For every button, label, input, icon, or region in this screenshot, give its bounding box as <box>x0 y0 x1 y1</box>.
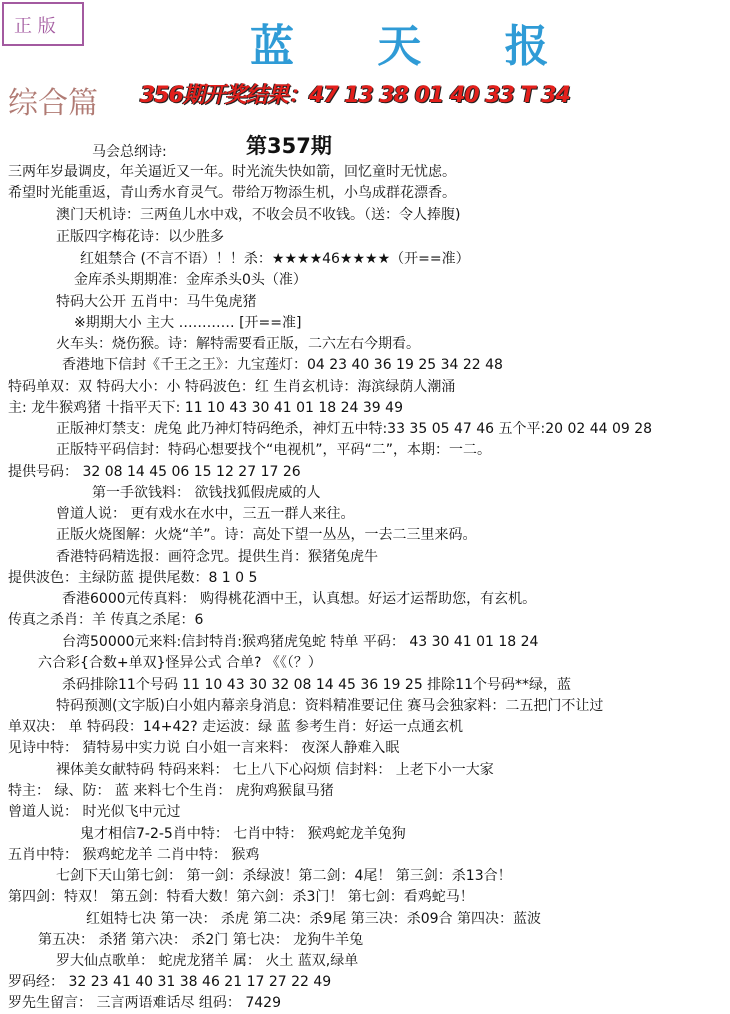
text-line: 香港地下信封《千王之王》：九宝莲灯：04 23 40 36 19 25 34 22 48 <box>62 357 503 373</box>
text-line: 希望时光能重返，青山秀水育灵气。带给万物添生机，小鸟成群花漂香。 <box>8 185 456 201</box>
text-line: 正版火烧图解：火烧“羊”。诗：高处下望一丛丛，一去二三里来码。 <box>56 527 477 543</box>
text-line: 提供号码： 32 08 14 45 06 15 12 27 17 26 <box>8 464 301 480</box>
text-line: ※期期大小 主大 ………… [开==准] <box>74 315 302 331</box>
text-line: 火车头：烧伤猴。诗：解特需要看正版，二六左右今期看。 <box>56 336 420 352</box>
newspaper-title: 蓝 天 报 <box>250 21 583 72</box>
text-line: 第五决： 杀猪 第六决： 杀2门 第七决： 龙狗牛羊兔 <box>38 932 364 948</box>
issue-number: 第357期 <box>246 134 332 158</box>
text-line: 特码预测(文字版)白小姐内幕亲身消息：资料精准要记住 赛马会独家料：二五把门不让过 <box>56 698 604 714</box>
text-line: 传真之杀肖：羊 传真之杀尾：6 <box>8 612 204 628</box>
text-line: 正版神灯禁支：虎兔 此乃神灯特码绝杀，神灯五中特:33 35 05 47 46 五个平:20 02 44 09 28 <box>56 421 653 437</box>
text-line: 香港6000元传真料： 购得桃花酒中王，认真想。好运才运帮助您，有玄机。 <box>62 591 537 607</box>
text-line: 正版特平码信封：特码心想要找个“电视机”，平码“二”，本期：一二。 <box>56 442 492 458</box>
text-line: 特码大公开 五肖中：马牛兔虎猪 <box>56 294 257 310</box>
draw-result-headline: 356期开奖结果：47 13 38 01 40 33 T 34 <box>140 83 570 108</box>
text-line: 特主： 绿、防： 蓝 来料七个生肖： 虎狗鸡猴鼠马猪 <box>8 783 334 799</box>
text-line: 裸体美女献特码 特码来料： 七上八下心闷烦 信封料： 上老下小一大家 <box>56 762 494 778</box>
text-line: 曾道人说： 更有戏水在水中，三五一群人来往。 <box>56 506 355 522</box>
text-line: 红姐禁合 (不言不语）！！杀：★★★★46★★★★（开==准） <box>80 251 470 267</box>
text-line: 罗码经： 32 23 41 40 31 38 46 21 17 27 22 49 <box>8 974 332 990</box>
text-line: 台湾50000元来料:信封特肖:猴鸡猪虎兔蛇 特单 平码： 43 30 41 01 18 24 <box>62 634 539 650</box>
text-line: 主: 龙牛猴鸡猪 十指平天下: 11 10 43 30 41 01 18 24 39 49 <box>8 400 403 416</box>
text-line: 杀码排除11个号码 11 10 43 30 32 08 14 45 36 19 25 排除11个号码**绿，蓝 <box>62 677 571 693</box>
text-line: 见诗中特： 猜特易中实力说 白小姐一言来料： 夜深人静难入眠 <box>8 740 400 756</box>
text-line: 六合彩{合数+单双}怪异公式 合单? 《《（？） <box>38 655 322 671</box>
text-line: 罗大仙点歌单： 蛇虎龙猪羊 属： 火土 蓝双,绿单 <box>56 953 359 969</box>
section-name: 综合篇 <box>8 86 98 121</box>
text-line: 七剑下天山第七剑： 第一剑：杀绿波！第二剑：4尾！ 第三剑：杀13合！ <box>56 868 512 884</box>
genuine-edition-stamp <box>2 2 84 46</box>
text-line: 马会总纲诗: <box>92 144 167 160</box>
text-line: 正版四字梅花诗：以少胜多 <box>56 229 224 245</box>
text-line: 第一手欲钱料： 欲钱找狐假虎威的人 <box>92 485 321 501</box>
stamp-text: 正 版 <box>14 16 56 37</box>
text-line: 单双决： 单 特码段：14+42? 走运波：绿 蓝 参考生肖：好运一点通玄机 <box>8 719 464 735</box>
text-line: 红姐特七决 第一决： 杀虎 第二决：杀9尾 第三决：杀09合 第四决：蓝波 <box>86 911 541 927</box>
text-line: 罗先生留言： 三言两语难话尽 组码： 7429 <box>8 995 281 1011</box>
text-line: 金库杀头期期准：金库杀头0头（准） <box>74 272 307 288</box>
text-line: 香港特码精选报：画符念咒。提供生肖：猴猪兔虎牛 <box>56 549 378 565</box>
text-line: 曾道人说： 时光似飞中元过 <box>8 804 181 820</box>
text-line: 澳门天机诗：三两鱼儿水中戏，不收会员不收钱。（送：令人捧腹) <box>56 207 461 223</box>
text-line: 三两年岁最调皮，年关逼近又一年。时光流失快如箭，回忆童时无忧虑。 <box>8 164 456 180</box>
text-line: 特码单双：双 特码大小：小 特码波色：红 生肖玄机诗：海滨绿荫人潮涌 <box>8 379 456 395</box>
text-line: 五肖中特： 猴鸡蛇龙羊 二肖中特： 猴鸡 <box>8 847 260 863</box>
text-line: 提供波色：主绿防蓝 提供尾数：8 1 0 5 <box>8 570 258 586</box>
text-line: 鬼才相信7-2-5肖中特： 七肖中特： 猴鸡蛇龙羊兔狗 <box>80 826 406 842</box>
text-line: 第四剑：特双！ 第五剑：特看大数！第六剑：杀3门！ 第七剑：看鸡蛇马！ <box>8 889 474 905</box>
